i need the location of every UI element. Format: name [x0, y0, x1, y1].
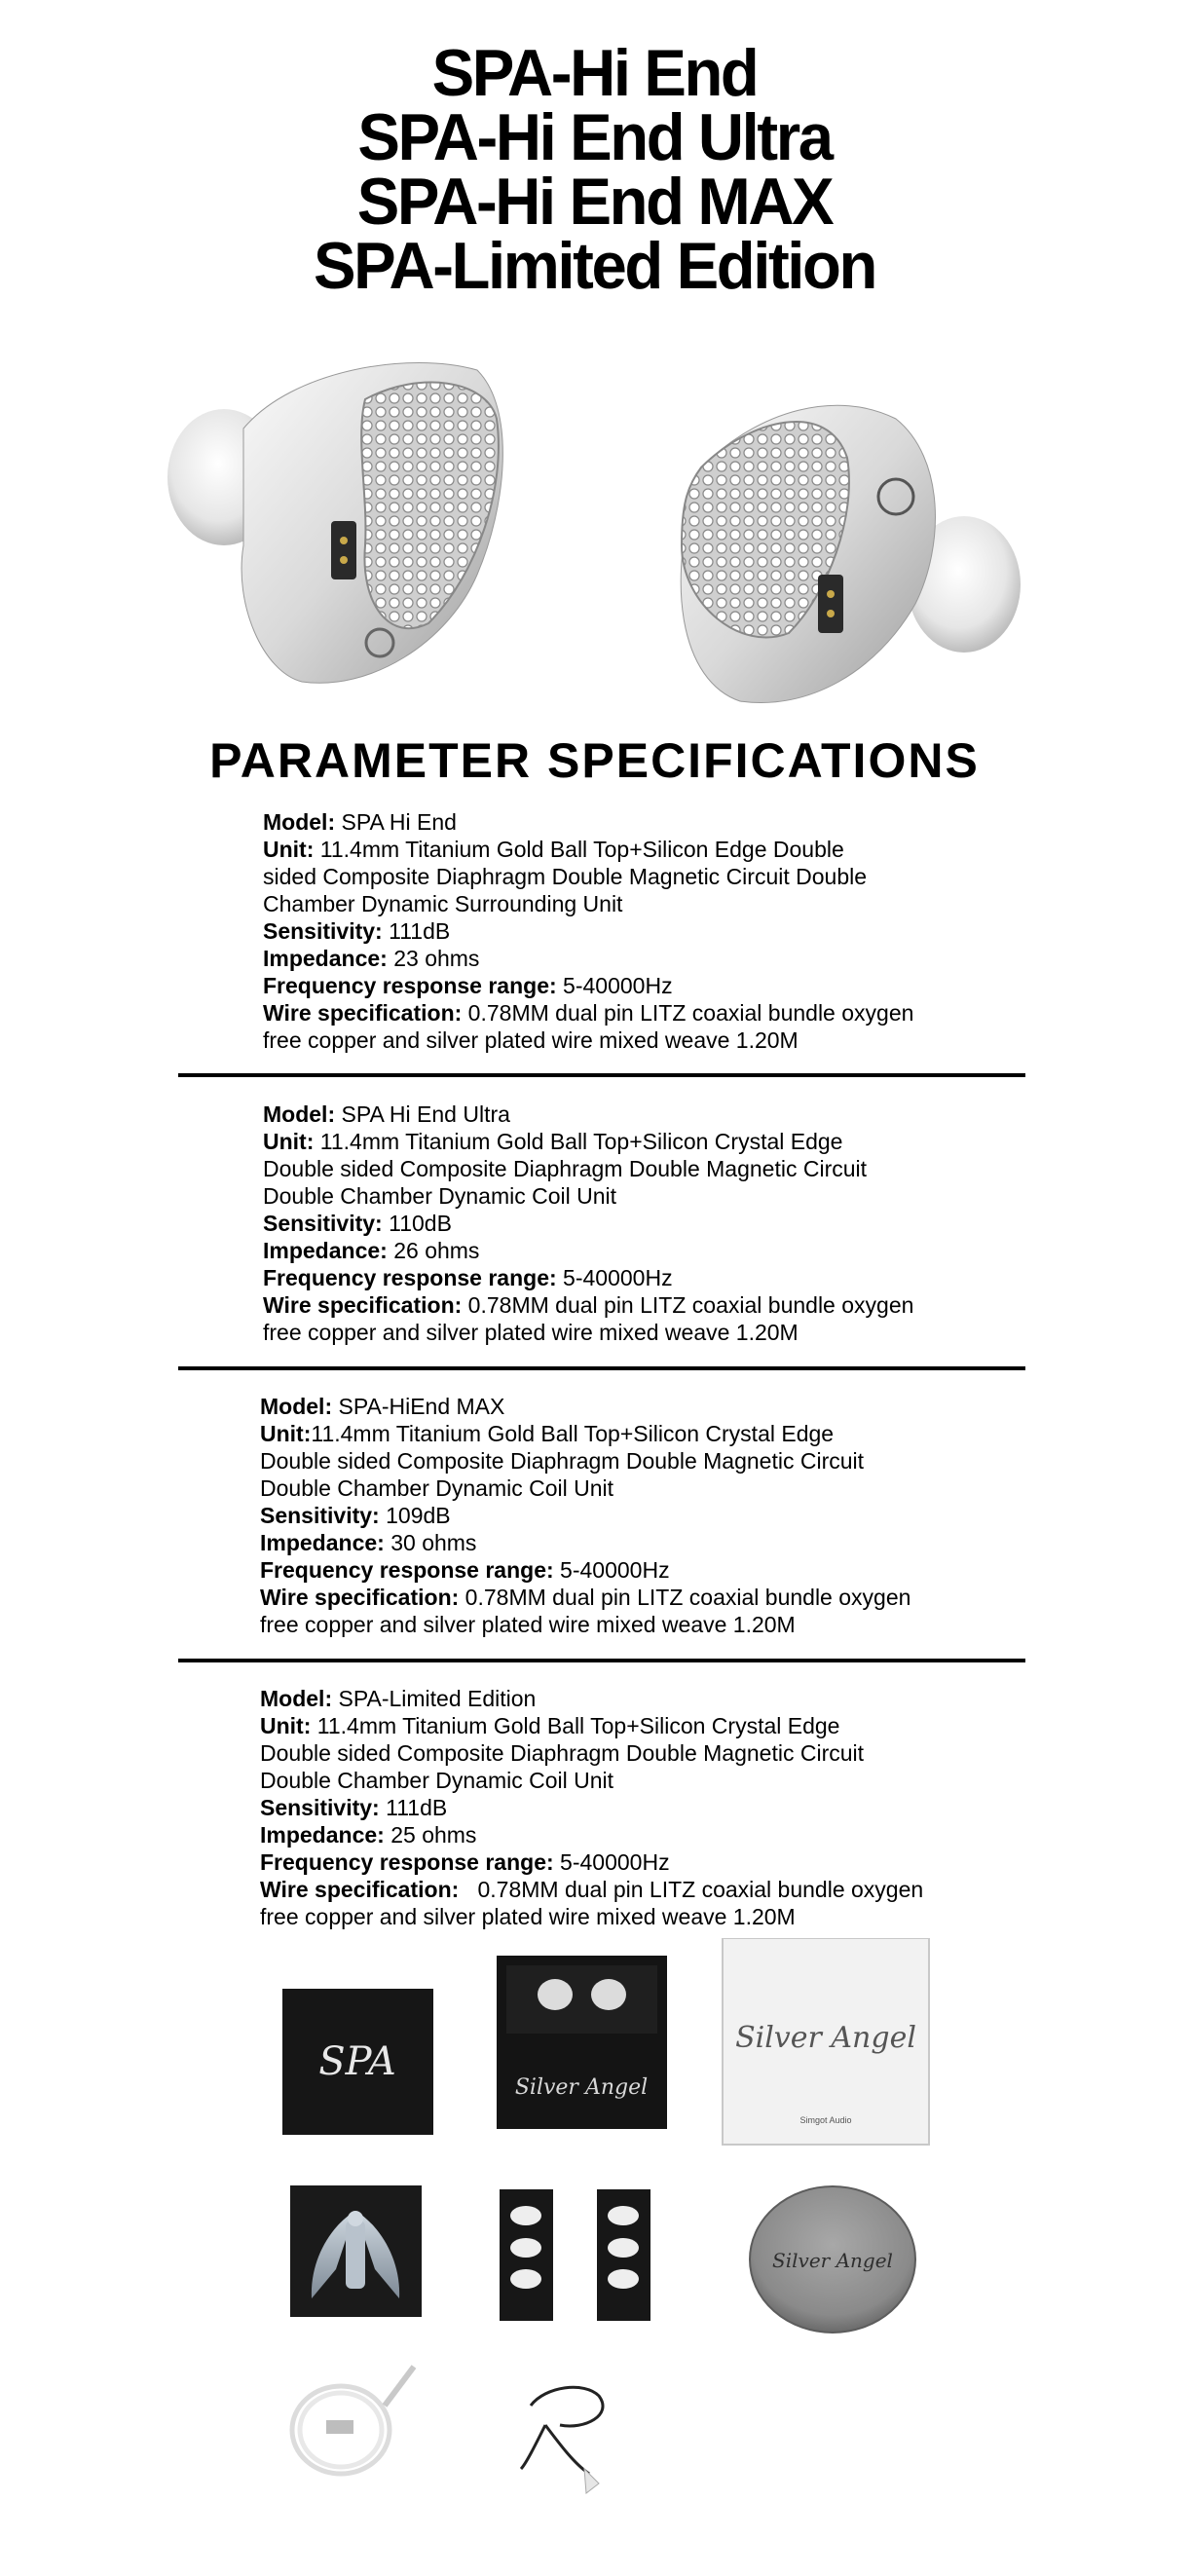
product-title — [23, 36, 1165, 303]
spec-value: 5-40000Hz — [556, 1265, 673, 1290]
spec-value: 11.4mm Titanium Gold Ball Top+Silicon Edge Double — [314, 837, 844, 862]
spec-row — [260, 1584, 910, 1611]
spec-row — [263, 1182, 913, 1210]
spa-box — [282, 1989, 433, 2135]
spec-row — [263, 945, 913, 972]
spec-row — [260, 1556, 910, 1584]
spec-row — [260, 1794, 923, 1821]
spec-label: Model: — [263, 809, 336, 835]
spec-label: Sensitivity: — [260, 1503, 380, 1528]
title-line: SPA-Hi End Ultra — [357, 100, 832, 174]
spec-row — [260, 1821, 923, 1848]
title-line: SPA-Limited Edition — [314, 229, 875, 303]
spec-value: 25 ohms — [384, 1822, 477, 1848]
spec-row — [263, 1155, 913, 1182]
spec-value: 0.78MM dual pin LITZ coaxial bundle oxygen — [459, 1877, 924, 1902]
spec-row — [263, 917, 913, 945]
spec-value: 109dB — [379, 1503, 451, 1528]
spec-label: Impedance: — [260, 1822, 385, 1848]
spec-row — [263, 1027, 913, 1054]
spec-row — [263, 999, 913, 1027]
spec-label: Wire specification: — [263, 1000, 463, 1026]
spec-value: 5-40000Hz — [553, 1849, 670, 1875]
spec-value: 110dB — [382, 1211, 452, 1236]
right-earphone — [681, 405, 1021, 702]
spec-label: Wire specification: — [263, 1292, 463, 1318]
spec-value: 111dB — [382, 918, 451, 944]
spec-block-hi-end-ultra — [263, 1101, 913, 1346]
carrying-case — [750, 2186, 915, 2333]
spec-row — [263, 836, 913, 863]
spec-label: Sensitivity: — [263, 918, 383, 944]
lanyard-charm — [584, 2469, 599, 2493]
spec-label: Sensitivity: — [263, 1211, 383, 1236]
spec-value: Double Chamber Dynamic Coil Unit — [260, 1768, 614, 1793]
spec-value: 23 ohms — [387, 946, 480, 971]
spec-row — [260, 1739, 923, 1767]
spec-row — [263, 1210, 913, 1237]
section-heading: PARAMETER SPECIFICATIONS — [209, 733, 980, 788]
spec-row — [263, 1264, 913, 1291]
spec-row — [260, 1420, 910, 1447]
spec-row — [260, 1903, 923, 1930]
spec-label: Wire specification: — [260, 1585, 460, 1610]
spec-row — [263, 1291, 913, 1319]
divider — [178, 1659, 1025, 1662]
gift-box-brand-text: Simgot Audio — [799, 2115, 852, 2125]
spec-row — [260, 1848, 923, 1876]
spec-value: free copper and silver plated wire mixed weave 1.20M — [260, 1904, 796, 1929]
spec-label: Impedance: — [260, 1530, 385, 1555]
spec-value: 111dB — [379, 1795, 448, 1820]
spec-row — [263, 1128, 913, 1155]
spec-row — [260, 1502, 910, 1529]
spec-row — [260, 1712, 923, 1739]
manual-card — [290, 2185, 422, 2317]
gift-box-script-text: Silver Angel — [735, 2021, 916, 2055]
spec-row — [260, 1876, 923, 1903]
spec-value: 5-40000Hz — [556, 973, 673, 998]
divider — [178, 1073, 1025, 1077]
spec-row — [260, 1393, 910, 1420]
spec-label: Wire specification: — [260, 1877, 460, 1902]
spec-row — [260, 1685, 923, 1712]
spec-value: Double sided Composite Diaphragm Double Magnetic Circuit — [260, 1740, 865, 1766]
spec-row — [260, 1529, 910, 1556]
spec-label: Sensitivity: — [260, 1795, 380, 1820]
box-logo-text: SPA — [318, 2039, 396, 2084]
spec-value: 30 ohms — [384, 1530, 477, 1555]
spec-label: Frequency response range: — [260, 1849, 554, 1875]
spec-label: Unit: — [260, 1713, 312, 1738]
lanyard — [521, 2387, 603, 2474]
earphone-display-box — [497, 1956, 667, 2129]
spec-value: sided Composite Diaphragm Double Magnetic Circuit Double — [263, 864, 868, 889]
spec-row — [260, 1447, 910, 1475]
title-line: SPA-Hi End MAX — [356, 165, 833, 239]
box-script-text: Silver Angel — [514, 2075, 649, 2100]
spec-block-limited-edition — [260, 1685, 923, 1930]
spec-label: Model: — [260, 1394, 333, 1419]
spec-label: Impedance: — [263, 946, 388, 971]
spec-value: SPA-HiEnd MAX — [332, 1394, 505, 1419]
spec-value: SPA Hi End Ultra — [335, 1101, 510, 1127]
spec-label: Unit: — [263, 1129, 315, 1154]
spec-value: 11.4mm Titanium Gold Ball Top+Silicon Crystal Edge — [311, 1713, 840, 1738]
spec-row — [263, 972, 913, 999]
spec-value: 0.78MM dual pin LITZ coaxial bundle oxygen — [462, 1292, 914, 1318]
eartip-card-right — [597, 2189, 650, 2321]
spec-row — [263, 863, 913, 890]
spec-value: Double Chamber Dynamic Coil Unit — [260, 1475, 614, 1501]
spec-label: Unit: — [263, 837, 315, 862]
spec-row — [263, 1237, 913, 1264]
spec-label: Frequency response range: — [263, 1265, 557, 1290]
spec-label: Impedance: — [263, 1238, 388, 1263]
spec-row — [260, 1611, 910, 1638]
spec-row — [263, 890, 913, 917]
spec-value: 5-40000Hz — [553, 1557, 670, 1583]
spec-value: Chamber Dynamic Surrounding Unit — [263, 891, 623, 916]
spec-value: Double Chamber Dynamic Coil Unit — [263, 1183, 617, 1209]
spec-value: free copper and silver plated wire mixed weave 1.20M — [263, 1320, 799, 1345]
spec-value: SPA-Limited Edition — [332, 1686, 537, 1711]
spec-value: 0.78MM dual pin LITZ coaxial bundle oxygen — [462, 1000, 914, 1026]
spec-row — [260, 1475, 910, 1502]
spec-value: 11.4mm Titanium Gold Ball Top+Silicon Crystal Edge — [311, 1421, 835, 1446]
eartip-card-left — [500, 2189, 553, 2321]
divider — [178, 1366, 1025, 1370]
cable-connector — [326, 2420, 353, 2434]
spec-value: Double sided Composite Diaphragm Double Magnetic Circuit — [260, 1448, 865, 1474]
spec-value: Double sided Composite Diaphragm Double Magnetic Circuit — [263, 1156, 868, 1181]
spec-block-hi-end — [263, 808, 913, 1054]
spec-value: 26 ohms — [387, 1238, 480, 1263]
spec-label: Frequency response range: — [263, 973, 557, 998]
left-earphone — [167, 363, 502, 684]
spec-value: 0.78MM dual pin LITZ coaxial bundle oxygen — [459, 1585, 911, 1610]
spec-value: 11.4mm Titanium Gold Ball Top+Silicon Crystal Edge — [314, 1129, 843, 1154]
package-contents-image — [0, 1938, 1189, 2561]
spec-row — [263, 808, 913, 836]
spec-label: Frequency response range: — [260, 1557, 554, 1583]
gift-box — [723, 1938, 929, 2145]
spec-row — [260, 1767, 923, 1794]
spec-value: free copper and silver plated wire mixed weave 1.20M — [260, 1612, 796, 1637]
spec-value: free copper and silver plated wire mixed weave 1.20M — [263, 1027, 799, 1053]
spec-row — [263, 1319, 913, 1346]
spec-label: Model: — [260, 1686, 333, 1711]
title-line: SPA-Hi End — [431, 36, 758, 110]
spec-block-hi-end-max — [260, 1393, 910, 1638]
earphones-hero-image — [156, 351, 1032, 740]
spec-label: Model: — [263, 1101, 336, 1127]
spec-row — [263, 1101, 913, 1128]
spec-label: Unit: — [260, 1421, 312, 1446]
spec-value: SPA Hi End — [335, 809, 457, 835]
case-script-text: Silver Angel — [772, 2249, 893, 2272]
